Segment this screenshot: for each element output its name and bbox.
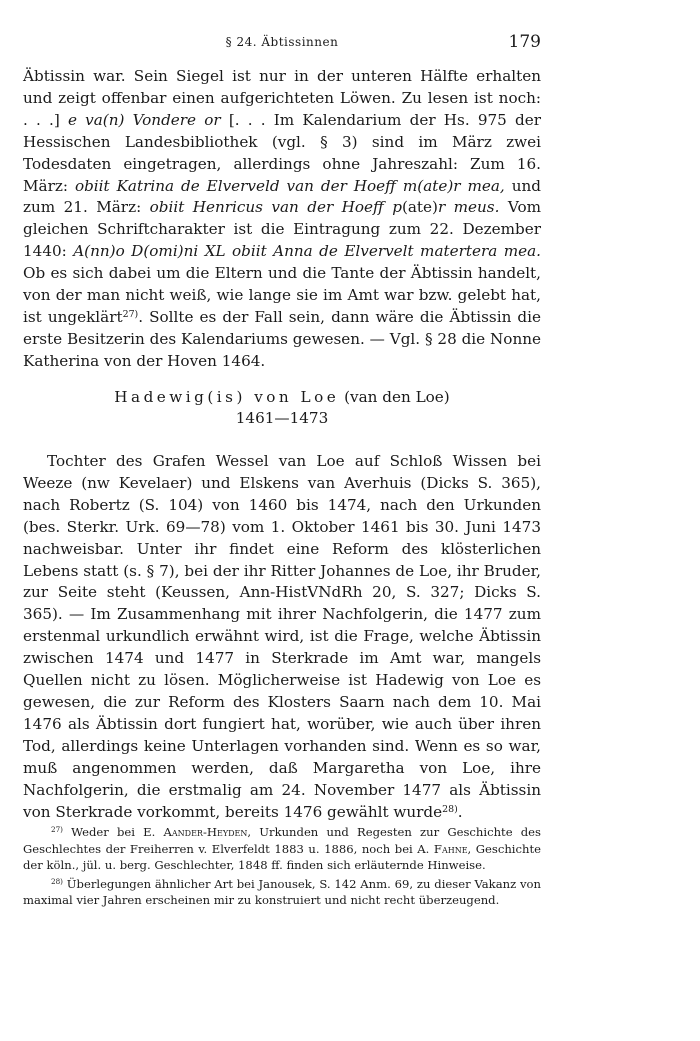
text-run: Äbtissin war. Sein Siegel ist nur in der unteren Hälfte erhalten und zeigt offenbar einen aufgerichteten Löwen. Zu lesen ist noch: . . .] — [23, 67, 541, 129]
text-run: und zum 21. März: — [23, 176, 542, 217]
text-run: Vom gleichen Schriftcharakter ist die Eintragung zum 22. Dezember 1440: — [23, 198, 541, 261]
italic-quote: A(nn)o D(omi)ni XL obiit Anna de Elvervelt matertera mea. — [73, 242, 541, 261]
page-number: 179 — [508, 32, 541, 52]
italic-quote: obiit Henricus van der Hoeff p — [149, 198, 402, 217]
footnote-ref: 27) — [122, 308, 139, 320]
footnote-ref: 27) — [51, 825, 63, 835]
text-run: , Geschichte der köln., jül. u. berg. Geschlechter, 1848 ff. finden sich erläuternde Hinweise. — [23, 841, 541, 873]
text-run: (ate) — [401, 198, 438, 217]
section-heading-name: Hadewig(is) von Loe — [114, 388, 340, 406]
text-run: Überlegungen ähnlicher Art bei Janousek, S. 142 Anm. 69, zu dieser Vakanz von maximal vier Jahren erscheinen mir zu konstruiert und nicht recht überzeugend. — [23, 876, 541, 908]
footnote-28 — [23, 876, 541, 909]
footnote-27 — [23, 824, 541, 874]
author-name: Fahne — [433, 841, 468, 856]
footnote-ref: 28) — [51, 876, 63, 886]
footnote-ref: 28) — [442, 803, 458, 815]
text-run: . Sollte es der Fall sein, dann wäre die Äbtissin die erste Besitzerin des Kalendariums gewesen. — Vgl. § 28 die Nonne Katherina von der Hoven 1464. — [23, 307, 541, 370]
section-heading-years: 1461—1473 — [235, 409, 329, 427]
text-run: . — [457, 802, 463, 821]
author-name: Aander-Heyden — [163, 825, 248, 839]
text-run: [. . . Im Kalendarium der Hs. 975 der Hessischen Landesbibliothek (vgl. § 3) sind im März zwei Todesdaten eingetragen, allerdings ohne Jahreszahl: Zum 16. März: — [23, 110, 541, 195]
italic-quote: obiit Katrina de Elverveld van der Hoeff m(ate)r mea, — [74, 176, 505, 195]
running-head: § 24. Äbtissinnen — [225, 35, 339, 49]
text-run: , Urkunden und Regesten zur Geschichte des Geschlechtes der Freiherren v. Elverfeldt 1883 u. 1886, noch bei A. — [23, 825, 541, 856]
section-heading-alias: (van den Loe) — [344, 388, 450, 406]
italic-quote: e va(n) Vondere or — [67, 110, 221, 129]
italic-quote: r meus. — [437, 198, 500, 217]
text-run: Ob es sich dabei um die Eltern und die Tante der Äbtissin handelt, von der man nicht weiß, wie lange sie im Amt war bzw. gelebt hat, ist ungeklärt — [23, 264, 541, 326]
text-run: Weder bei E. — [62, 825, 164, 839]
footnotes — [23, 824, 541, 909]
paragraph-abbess-seal — [23, 66, 541, 373]
text-run: Tochter des Grafen Wessel van Loe auf Schloß Wissen bei Weeze (nw Kevelaer) und Elskens van Averhuis (Dicks S. 365), nach Robertz (S. 104) von 1460 bis 1474, nach den Urkunden (bes. Sterkr. Urk. 69—78) vom 1. Oktober 1461 bis 30. Juni 1473 nachweisbar. Unter ihr findet eine Reform des klösterlichen Lebens statt (s. § 7), bei der ihr Ritter Johannes de Loe, ihr Bruder, zur Seite steht (Keussen, Ann-HistVNdRh 20, S. 327; Dicks S. 365). — Im Zusammenhang mit ihrer Nachfolgerin, die 1477 zum erstenmal urkundlich erwähnt wird, ist die Frage, welche Äbtissin zwischen 1474 und 1477 in Sterkrade im Amt war, mangels Quellen nicht zu lösen. Möglicherweise ist Hadewig von Loe es gewesen, die zur Reform des Klosters Saarn nach dem 10. Mai 1476 als Äbtissin dort fungiert hat, worüber, wie auch über ihren Tod, allerdings keine Unterlagen vorhanden sind. Wenn es so war, muß angenommen werden, daß Margaretha von Loe, ihre Nachfolgerin, die erstmalig am 24. November 1477 als Äbtissin von Sterkrade vorkommt, bereits 1476 gewählt wurde — [23, 452, 541, 821]
page-header — [23, 32, 541, 54]
paragraph-hadewig — [23, 451, 541, 823]
section-heading — [23, 387, 541, 429]
